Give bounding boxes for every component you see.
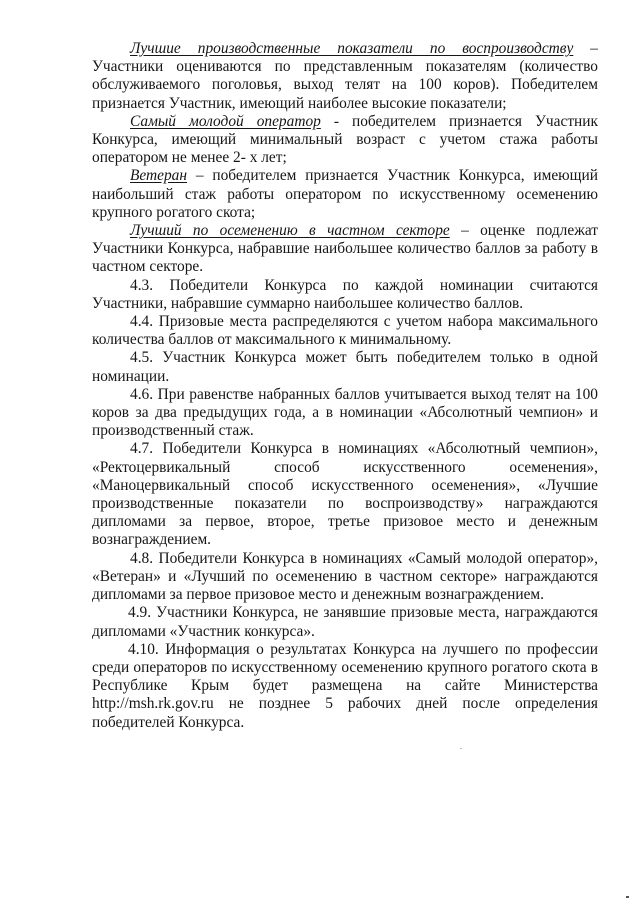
clause-text: не позднее 5 рабочих дней после определения победителей Конкурса. bbox=[92, 695, 598, 731]
clause-4-10 bbox=[92, 641, 598, 732]
nomination-title: Лучший по осеменению в частном секторе bbox=[130, 222, 450, 240]
nomination-youngest-operator bbox=[92, 113, 598, 168]
clause-4-6: 4.6. При равенстве набранных баллов учитывается выход телят на 100 коров за два предыдущих года, а в номинации «Абсолютный чемпион» и производственный стаж. bbox=[92, 385, 598, 440]
nomination-description: - победителем признается Участник Конкурса, имеющий минимальный возраст с учетом стажа работы оператором не менее 2- х лет; bbox=[92, 112, 598, 167]
nomination-best-indicators bbox=[92, 40, 598, 113]
nomination-title: Ветеран bbox=[130, 167, 188, 185]
ministry-website-link[interactable]: http://msh.rk.gov.ru bbox=[92, 695, 214, 713]
document-page bbox=[92, 40, 598, 732]
clause-4-9: 4.9. Участники Конкурса, не занявшие призовые места, награждаются дипломами «Участник конкурса». bbox=[92, 604, 598, 640]
nomination-title: Самый молодой оператор bbox=[130, 112, 321, 130]
nomination-title: Лучшие производственные показатели по воспроизводству bbox=[130, 40, 574, 57]
clause-4-7: 4.7. Победители Конкурса в номинациях «Абсолютный чемпион», «Ректоцервикальный способ искусственного осеменения», «Маноцервикальный способ искусственного осеменения», «Лучшие производственные показатели по воспроизводству» награждаются дипломами за первое, второе, третье призовое место и денежным вознаграждением. bbox=[92, 440, 598, 549]
clause-4-5: 4.5. Участник Конкурса может быть победителем только в одной номинации. bbox=[92, 349, 598, 385]
scan-speck bbox=[460, 748, 462, 749]
nomination-description: – победителем признается Участник Конкурса, имеющий наибольший стаж работы оператором по искусственному осеменению крупного рогатого скота; bbox=[92, 167, 598, 221]
clause-text: 4.10. Информация о результатах Конкурса на лучшего по профессии среди операторов по искусственному осеменению крупного рогатого скота в Республике Крым будет размещена на сайте Министерства bbox=[92, 640, 598, 695]
nomination-private-sector bbox=[92, 222, 598, 277]
scan-speck bbox=[626, 896, 629, 898]
clause-4-4: 4.4. Призовые места распределяются с учетом набора максимального количества баллов от максимального к минимальному. bbox=[92, 313, 598, 349]
nomination-description: – Участники оцениваются по представленным показателям (количество обслуживаемого поголовья, выход телят на 100 коров). Победителем признается Участник, имеющий наиболее высокие показатели; bbox=[92, 40, 599, 112]
nomination-description: – оценке подлежат Участники Конкурса, набравшие наибольшее количество баллов за работу в частном секторе. bbox=[92, 222, 598, 276]
clause-4-3: 4.3. Победители Конкурса по каждой номинации считаются Участники, набравшие суммарно наибольшее количество баллов. bbox=[92, 276, 598, 312]
clause-4-8: 4.8. Победители Конкурса в номинациях «Самый молодой оператор», «Ветеран» и «Лучший по осеменению в частном секторе» награждаются дипломами за первое призовое место и денежным вознаграждением. bbox=[92, 549, 598, 604]
nomination-veteran bbox=[92, 167, 598, 222]
